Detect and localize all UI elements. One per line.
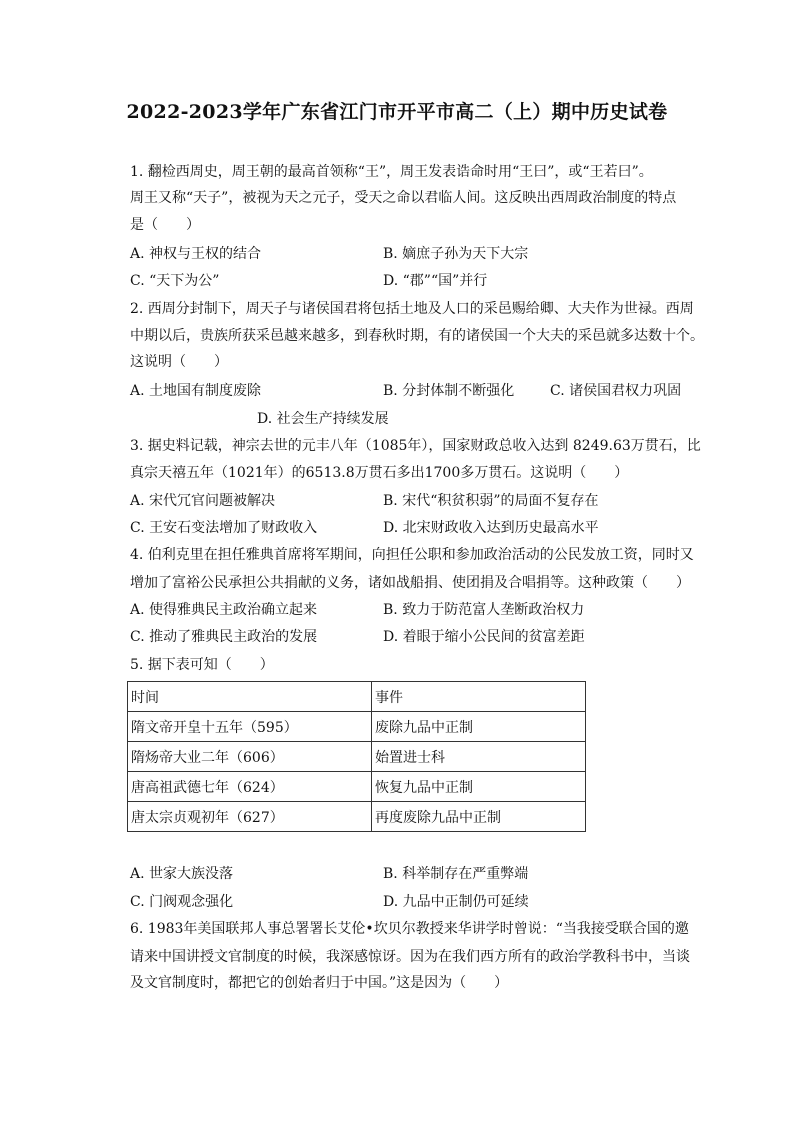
q3-option-b[interactable]: B. 宋代“积贫积弱”的局面不复存在 <box>383 493 599 509</box>
q6-line-1: 6. 1983年美国联邦人事总署署长艾伦•坎贝尔教授来华讲学时曾说：“当我接受联合国的邀 <box>130 921 689 937</box>
table-cell-time: 唐太宗贞观初年（627） <box>128 802 372 832</box>
q1-option-c[interactable]: C. “天下为公” <box>130 273 220 289</box>
q1-line-2: 周王又称“天子”，被视为天之元子，受天之命以君临人间。这反映出西周政治制度的特点 <box>130 190 677 206</box>
q1-option-b[interactable]: B. 嫡庶子孙为天下大宗 <box>383 246 529 262</box>
table-header-time: 时间 <box>128 682 372 712</box>
q1-option-d[interactable]: D. “郡”“国”并行 <box>383 273 488 289</box>
q5-option-c[interactable]: C. 门阀观念强化 <box>130 894 234 910</box>
table-header-row <box>128 682 586 712</box>
table-cell-event: 废除九品中正制 <box>372 712 586 742</box>
table-row <box>128 712 586 742</box>
table-cell-time: 隋文帝开皇十五年（595） <box>128 712 372 742</box>
page-title: 2022-2023学年广东省江门市开平市高二（上）期中历史试卷 <box>126 101 668 123</box>
q3-option-c[interactable]: C. 王安石变法增加了财政收入 <box>130 520 318 536</box>
q4-option-c[interactable]: C. 推动了雅典民主政治的发展 <box>130 629 318 645</box>
q1-line-1: 1. 翻检西周史，周王朝的最高首领称“王”，周王发表诰命时用“王曰”，或“王若曰”。 <box>130 164 653 180</box>
q5-option-a[interactable]: A. 世家大族没落 <box>130 866 234 882</box>
q5-option-b[interactable]: B. 科举制存在严重弊端 <box>383 866 529 882</box>
q5-line-1: 5. 据下表可知（ ） <box>130 657 274 673</box>
q4-option-d[interactable]: D. 着眼于缩小公民间的贫富差距 <box>383 629 585 645</box>
q2-option-b[interactable]: B. 分封体制不断强化 <box>383 383 515 399</box>
q5-option-d[interactable]: D. 九品中正制仍可延续 <box>383 894 529 910</box>
table-cell-time: 隋炀帝大业二年（606） <box>128 742 372 772</box>
q4-line-2: 增加了富裕公民承担公共捐献的义务，诸如战船捐、使团捐及合唱捐等。这种政策（ ） <box>130 575 690 591</box>
q6-line-3: 及文官制度时，都把它的创始者归于中国。”这是因为（ ） <box>130 975 509 991</box>
q3-option-d[interactable]: D. 北宋财政收入达到历史最高水平 <box>383 520 599 536</box>
q2-line-2: 中期以后，贵族所获采邑越来越多，到春秋时期，有的诸侯国一个大夫的采邑就多达数十个。 <box>130 328 704 344</box>
table-row <box>128 742 586 772</box>
q6-line-2: 请来中国讲授文官制度的时候，我深感惊讶。因为在我们西方所有的政治学教科书中，当谈 <box>130 949 690 965</box>
q3-line-2: 真宗天禧五年（1021年）的6513.8万贯石多出1700多万贯石。这说明（ ） <box>130 465 629 481</box>
q1-option-a[interactable]: A. 神权与王权的结合 <box>130 246 262 262</box>
q1-line-3: 是（ ） <box>130 217 200 233</box>
q3-line-1: 3. 据史料记载，神宗去世的元丰八年（1085年），国家财政总收入达到 8249.63万贯石，比 <box>130 438 701 454</box>
table-cell-time: 唐高祖武德七年（624） <box>128 772 372 802</box>
table-row <box>128 802 586 832</box>
q2-option-a[interactable]: A. 土地国有制度废除 <box>130 383 262 399</box>
q2-line-3: 这说明（ ） <box>130 354 228 370</box>
q3-option-a[interactable]: A. 宋代冗官问题被解决 <box>130 493 276 509</box>
table-cell-event: 始置进士科 <box>372 742 586 772</box>
q4-line-1: 4. 伯利克里在担任雅典首席将军期间，向担任公职和参加政治活动的公民发放工资，同时又 <box>130 547 694 563</box>
q2-line-1: 2. 西周分封制下，周天子与诸侯国君将包括土地及人口的采邑赐给卿、大夫作为世禄。西周 <box>130 301 694 317</box>
q2-option-c[interactable]: C. 诸侯国君权力巩固 <box>550 383 682 399</box>
q2-option-d[interactable]: D. 社会生产持续发展 <box>257 411 389 427</box>
table-row <box>128 772 586 802</box>
table-cell-event: 恢复九品中正制 <box>372 772 586 802</box>
q4-option-b[interactable]: B. 致力于防范富人垄断政治权力 <box>383 602 585 618</box>
q5-table <box>127 681 586 832</box>
table-header-event: 事件 <box>372 682 586 712</box>
q4-option-a[interactable]: A. 使得雅典民主政治确立起来 <box>130 602 318 618</box>
table-cell-event: 再度废除九品中正制 <box>372 802 586 832</box>
